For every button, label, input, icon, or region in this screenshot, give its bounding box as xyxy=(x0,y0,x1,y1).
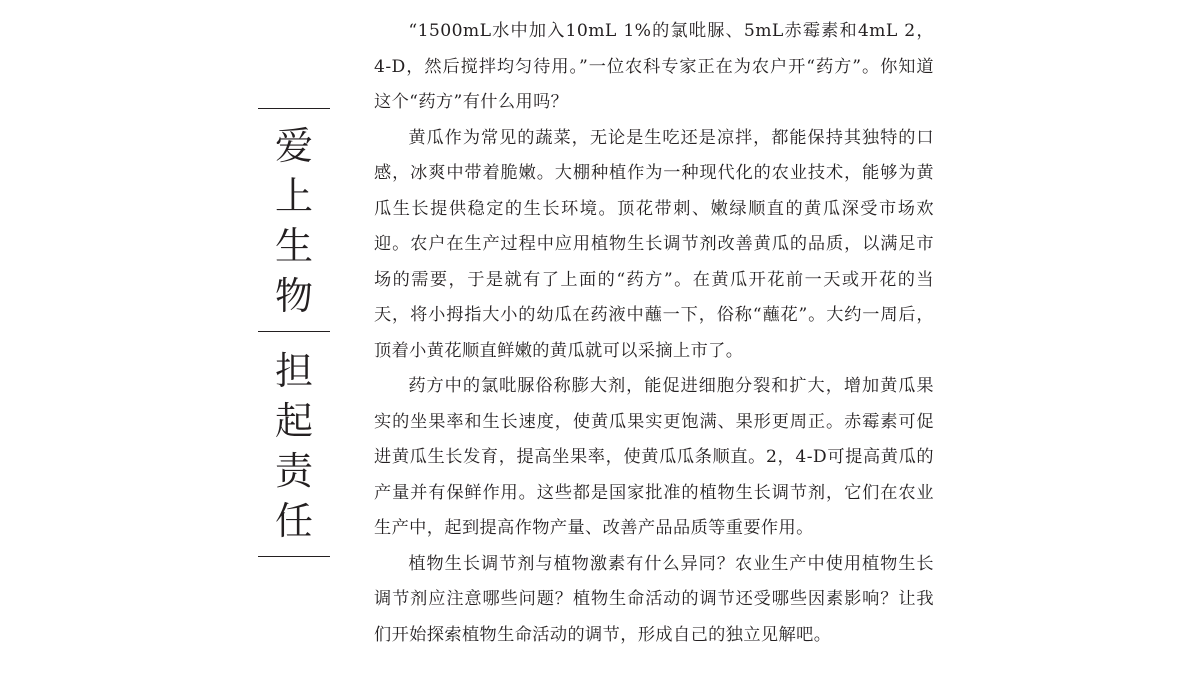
title-char: 起 xyxy=(274,399,313,443)
title-char: 生 xyxy=(274,224,313,268)
title-bottom-rule xyxy=(258,556,330,557)
title-part-1 xyxy=(258,109,330,331)
body-text xyxy=(374,14,934,653)
title-char: 物 xyxy=(274,274,313,318)
paragraph-intro: “1500mL水中加入10mL 1%的氯吡脲、5mL赤霉素和4mL 2，4-D，然后搅拌均匀待用。”一位农科专家正在为农户开“药方”。你知道这个“药方”有什么用吗？ xyxy=(374,21,934,112)
paragraph-regulators: 药方中的氯吡脲俗称膨大剂，能促进细胞分裂和扩大，增加黄瓜果实的坐果率和生长速度，使黄瓜果实更饱满、果形更周正。赤霉素可促进黄瓜生长发育，提高坐果率，使黄瓜瓜条顺直。2，4-D可提高黄瓜的产量并有保鲜作用。这些都是国家批准的植物生长调节剂，它们在农业生产中，起到提高作物产量、改善产品品质等重要作用。 xyxy=(374,376,934,538)
title-char: 上 xyxy=(274,174,313,218)
title-part-2 xyxy=(258,332,330,556)
section-title xyxy=(258,108,330,557)
title-char: 责 xyxy=(274,449,313,493)
paragraph-questions: 植物生长调节剂与植物激素有什么异同？农业生产中使用植物生长调节剂应注意哪些问题？植物生命活动的调节还受哪些因素影响？让我们开始探索植物生命活动的调节，形成自己的独立见解吧。 xyxy=(374,553,934,645)
title-char: 爱 xyxy=(274,124,313,168)
title-char: 担 xyxy=(274,349,313,393)
title-char: 任 xyxy=(274,499,313,543)
paragraph-cucumber: 黄瓜作为常见的蔬菜，无论是生吃还是凉拌，都能保持其独特的口感，冰爽中带着脆嫩。大棚种植作为一种现代化的农业技术，能够为黄瓜生长提供稳定的生长环境。顶花带刺、嫩绿顺直的黄瓜深受市场欢迎。农户在生产过程中应用植物生长调节剂改善黄瓜的品质，以满足市场的需要，于是就有了上面的“药方”。在黄瓜开花前一天或开花的当天，将小拇指大小的幼瓜在药液中蘸一下，俗称“蘸花”。大约一周后，顶着小黄花顺直鲜嫩的黄瓜就可以采摘上市了。 xyxy=(374,127,934,361)
